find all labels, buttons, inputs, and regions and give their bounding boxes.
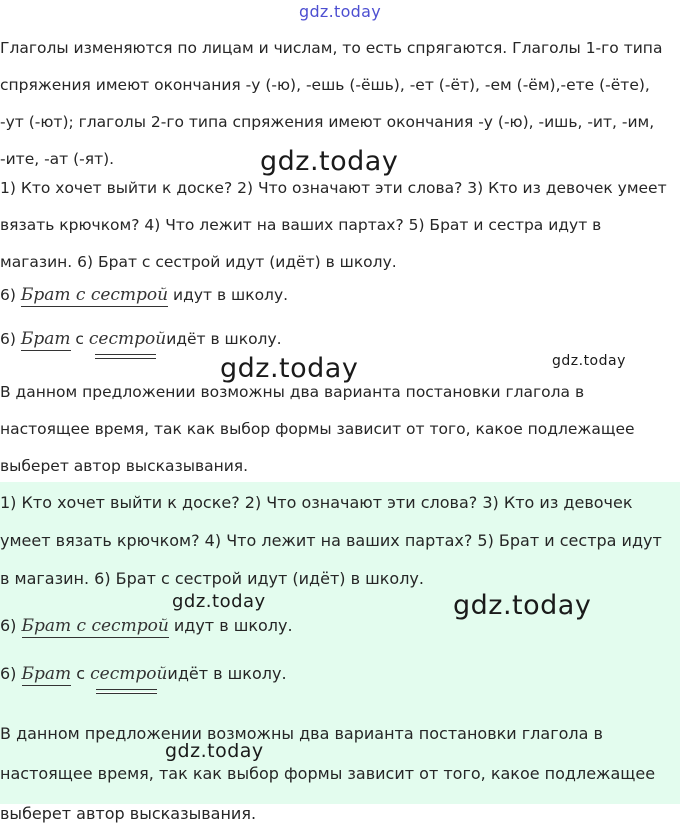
example-2-number: 6) xyxy=(0,330,16,348)
example-sentence-1 xyxy=(0,285,288,305)
example-2-preposition: с xyxy=(70,330,89,348)
example-1-predicate-copy: идут в школу. xyxy=(168,616,293,635)
example-2-predicate: идёт в школу. xyxy=(166,330,282,348)
explanation-paragraph-copy: В данном предложении возможны два варианта постановки глагола в настоящее время, так как выбор формы зависит от того, какое подлежащее выберет автор высказывания. xyxy=(0,724,656,823)
top-watermark: gdz.today xyxy=(299,2,381,21)
example-2-subject: Брат xyxy=(20,329,71,349)
example-2-subject-copy: Брат xyxy=(21,664,72,684)
example-sentence-2-copy xyxy=(0,664,287,684)
example-2-preposition-copy: с xyxy=(71,664,91,683)
highlighted-answer-block xyxy=(0,482,680,823)
rule-paragraph: Глаголы изменяются по лицам и числам, то есть спрягаются. Глаголы 1-го типа спряжения имеют окончания -у (-ю), -ешь (-ёшь), -ет (-ёт), -ем (-ём),-ете (-ёте), -ут (-ют); глаголы 2-го типа спряжения имеют окончания -у (-ю), -ишь, -ит, -им, -ите, -ат (-ят). xyxy=(0,39,663,168)
example-1-number: 6) xyxy=(0,286,16,304)
explanation-paragraph: В данном предложении возможны два варианта постановки глагола в настоящее время, так как выбор формы зависит от того, какое подлежащее выберет автор высказывания. xyxy=(0,383,635,475)
watermark-3: gdz.today xyxy=(552,353,626,369)
example-2-predicate-copy: идёт в школу. xyxy=(167,664,287,683)
sentences-paragraph: 1) Кто хочет выйти к доске? 2) Что означают эти слова? 3) Кто из девочек умеет вязать крючком? 4) Что лежит на ваших партах? 5) Брат и сестра идут в магазин. 6) Брат с сестрой идут (идёт) в школу. xyxy=(0,179,667,271)
example-2-object-copy: сестрой xyxy=(90,664,168,684)
example-1-subject: Брат с сестрой xyxy=(20,285,169,305)
watermark-6: gdz.today xyxy=(165,740,264,762)
example-1-predicate: идут в школу. xyxy=(168,286,289,304)
watermark-2: gdz.today xyxy=(220,353,359,384)
example-2-object: сестрой xyxy=(88,329,167,349)
watermark-1: gdz.today xyxy=(260,146,399,177)
example-sentence-1-copy xyxy=(0,616,293,636)
sentences-paragraph-copy: 1) Кто хочет выйти к доске? 2) Что означают эти слова? 3) Кто из девочек умеет вязать крючком? 4) Что лежит на ваших партах? 5) Брат и сестра идут в магазин. 6) Брат с сестрой идут (идёт) в школу. xyxy=(0,493,662,588)
watermark-4: gdz.today xyxy=(172,591,266,612)
example-2-number-copy: 6) xyxy=(0,664,17,683)
example-1-number-copy: 6) xyxy=(0,616,17,635)
watermark-5: gdz.today xyxy=(453,590,592,621)
example-1-subject-copy: Брат с сестрой xyxy=(21,616,169,636)
example-sentence-2 xyxy=(0,329,282,349)
